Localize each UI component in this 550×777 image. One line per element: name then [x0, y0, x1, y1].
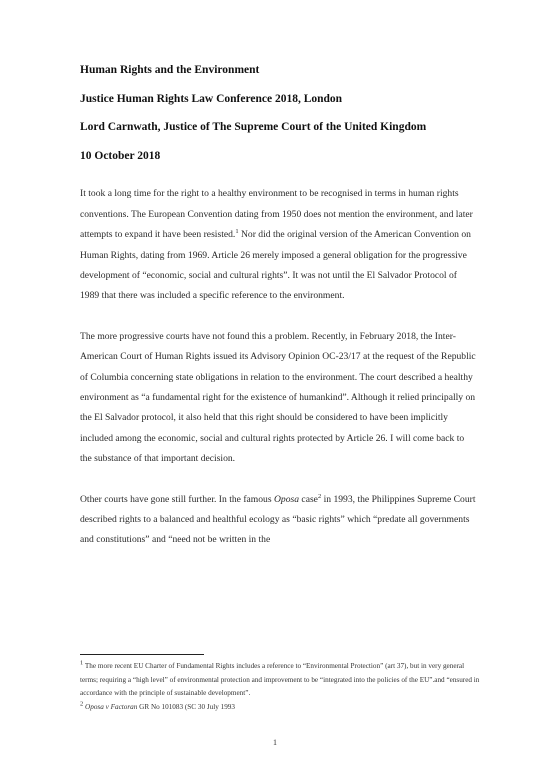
paragraph-spacer	[80, 470, 478, 490]
footnote-1-text: The more recent EU Charter of Fundamental Rights includes a reference to “Environmental Protection” (art 37), but in very general terms; requiring a “high level” of environmental protection and improvement to be “integrated into the policies of the EU”.and “ensured in accordance with the principle of sustainable development”.	[80, 662, 480, 697]
paragraph-1	[80, 184, 478, 306]
paragraph-spacer	[80, 307, 478, 327]
main-content	[80, 63, 478, 551]
paragraph-3-text: Other courts have gone still further. In the famous	[80, 493, 274, 505]
conference-name: Justice Human Rights Law Conference 2018, London	[80, 92, 343, 105]
speech-date: 10 October 2018	[80, 149, 161, 162]
footnote-2-case: Oposa v Factoran	[85, 702, 138, 711]
paragraph-1-text: It took a long time for the right to a healthy environment to be recognised in terms in human rights conventions. The European Convention dating from 1950 does not mention the environment, and later attempts to expand it have been resisted.	[80, 188, 473, 241]
paragraph-3-case-word: case	[299, 493, 318, 505]
speaker-line: Lord Carnwath, Justice of The Supreme Court of the United Kingdom	[80, 121, 427, 134]
paragraph-2: The more progressive courts have not found this a problem. Recently, in February 2018, the Inter-American Court of Human Rights issued its Advisory Opinion OC-23/17 at the request of the Republic of Columbia concerning state obligations in relation to the environment. The court described a healthy environment as “a fundamental right for the existence of humankind”. Although it relied principally on the El Salvador protocol, it also held that this right should be considered to have been implicitly included among the economic, social and cultural rights protected by Article 26. I will come back to the substance of that important decision.	[80, 330, 476, 465]
footnote-1	[80, 660, 480, 701]
document-title: Human Rights and the Environment	[80, 64, 260, 76]
paragraph-3-text-continued: in 1993, the Philippines Supreme Court described rights to a balanced and healthful ecology as “basic rights” which “predate all governments and constitutions” and “need not be written in the	[80, 493, 476, 546]
footnotes-section	[80, 654, 480, 714]
footnote-ref-1[interactable]: 1	[235, 228, 239, 235]
footnote-2	[80, 701, 480, 715]
paragraph-1-text-continued: Nor did the original version of the American Convention on Human Rights, dating from 1969. Article 26 merely imposed a general obligation for the progressive development of “economic, social and cultural rights”. It was not until the El Salvador Protocol of 1989 that there was included a specific reference to the environment.	[80, 229, 471, 302]
footnote-ref-2[interactable]: 2	[317, 492, 322, 500]
page-number: 1	[273, 738, 277, 747]
paragraph-3	[80, 490, 478, 551]
footnote-2-text: GR No 101083 (SC 30 July 1993	[137, 702, 235, 711]
footnote-2-number: 2	[80, 700, 84, 708]
case-name-oposa: Oposa	[273, 493, 300, 505]
footnote-1-number: 1	[80, 659, 84, 667]
